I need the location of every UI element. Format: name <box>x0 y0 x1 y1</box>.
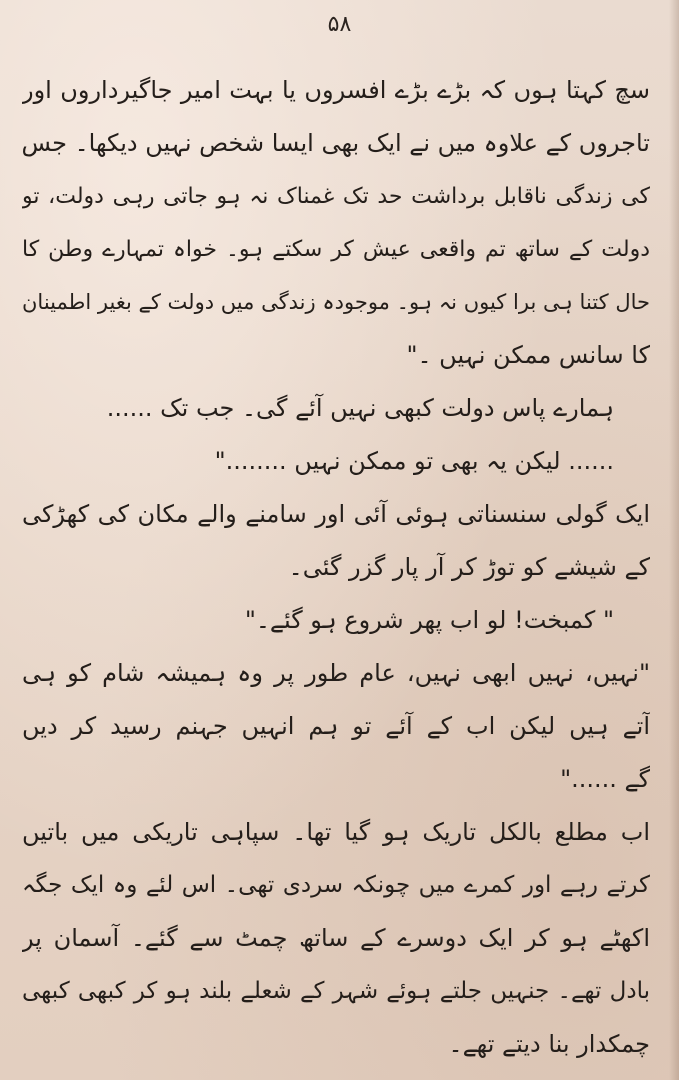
text-line: " کمبخت! لو اب پھر شروع ہو گئے۔" <box>244 606 614 634</box>
text-line: آتے ہیں لیکن اب کے آئے تو ہم انہیں جہنم رسید کر دیں <box>22 712 650 740</box>
body-text <box>22 64 650 1071</box>
text-line: ...... لیکن یہ بھی تو ممکن نہیں ........" <box>214 447 614 475</box>
text-line: کرتے رہے اور کمرے میں چونکہ سردی تھی۔ اس لئے وہ ایک جگہ <box>22 872 650 898</box>
page-number: ۵۸ <box>327 12 352 37</box>
text-line: کی زندگی ناقابل برداشت حد تک غمناک نہ ہو جاتی رہی دولت، تو <box>22 184 650 209</box>
text-line: گے ......" <box>560 765 650 793</box>
text-line: حال کتنا ہی برا کیوں نہ ہو۔ موجودہ زندگی میں دولت کے بغیر اطمینان <box>22 290 650 314</box>
page-edge-shadow <box>669 0 679 1080</box>
text-line: "نہیں، نہیں ابھی نہیں، عام طور پر وہ ہمیشہ شام کو ہی <box>22 659 650 687</box>
text-line: ہمارے پاس دولت کبھی نہیں آئے گی۔ جب تک ...... <box>106 394 614 422</box>
text-line: ایک گولی سنسناتی ہوئی آئی اور سامنے والے مکان کی کھڑکی <box>22 500 650 528</box>
text-line: اب مطلع بالکل تاریک ہو گیا تھا۔ سپاہی تاریکی میں باتیں <box>22 818 650 846</box>
text-line: تاجروں کے علاوہ میں نے ایک بھی ایسا شخص نہیں دیکھا۔ جس <box>22 129 650 157</box>
text-line: سچ کہتا ہوں کہ بڑے بڑے افسروں یا بہت امیر جاگیرداروں اور <box>22 76 650 104</box>
text-line: اکھٹے ہو کر ایک دوسرے کے ساتھ چمٹ سے گئے۔ آسمان پر <box>22 924 650 952</box>
text-line: دولت کے ساتھ تم واقعی عیش کر سکتے ہو۔ خواہ تمہارے وطن کا <box>22 237 650 262</box>
text-line: چمکدار بنا دیتے تھے۔ <box>448 1030 650 1058</box>
text-line: کا سانس ممکن نہیں ۔" <box>406 341 650 369</box>
text-line: کے شیشے کو توڑ کر آر پار گزر گئی۔ <box>288 553 650 581</box>
text-line: بادل تھے۔ جنہیں جلتے ہوئے شہر کے شعلے بلند ہو کر کبھی کبھی <box>22 978 650 1004</box>
